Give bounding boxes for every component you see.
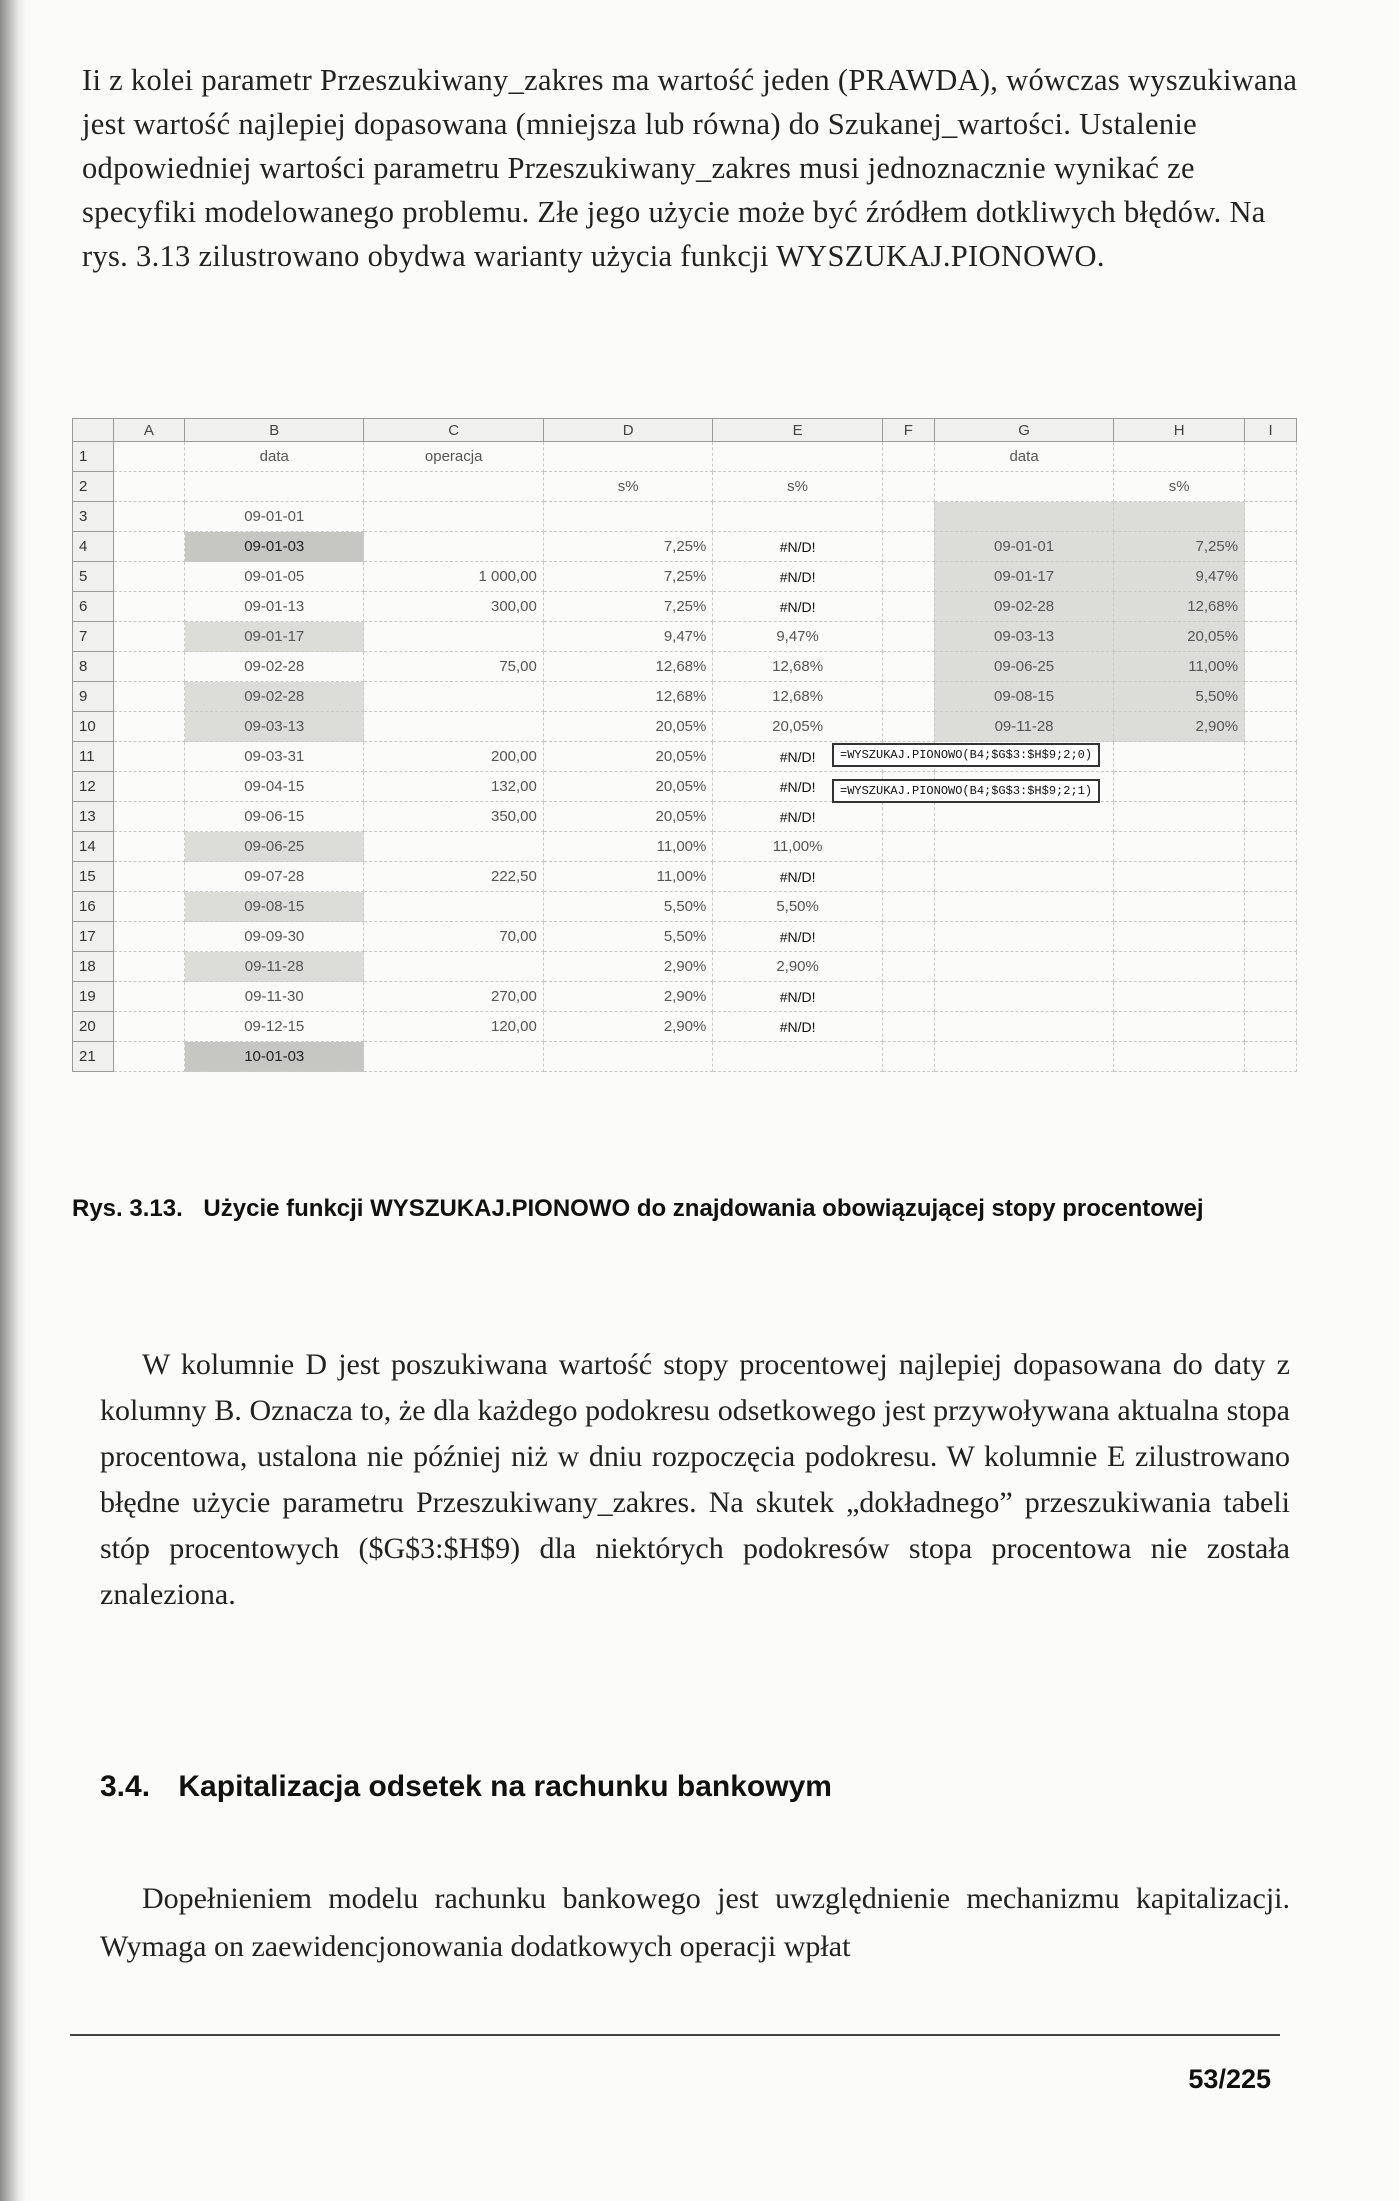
cell-f7 xyxy=(882,622,934,652)
row-number: 7 xyxy=(73,622,114,652)
row-number: 13 xyxy=(73,802,114,832)
cell-a9 xyxy=(113,682,184,712)
cell-d15: 11,00% xyxy=(543,862,712,892)
cell-b11: 09-03-31 xyxy=(185,742,364,772)
cell-f21 xyxy=(882,1042,934,1072)
cell-c7 xyxy=(364,622,543,652)
section-number: 3.4. xyxy=(100,1770,151,1803)
cell-d1 xyxy=(543,442,712,472)
sheet-row xyxy=(73,982,1297,1012)
cell-i5 xyxy=(1245,562,1297,592)
cell-d14: 11,00% xyxy=(543,832,712,862)
cell-c16 xyxy=(364,892,543,922)
cell-d3 xyxy=(543,502,712,532)
cell-d13: 20,05% xyxy=(543,802,712,832)
column-header-g: G xyxy=(934,419,1113,442)
cell-h20 xyxy=(1114,1012,1245,1042)
cell-e21 xyxy=(713,1042,882,1072)
row-number: 2 xyxy=(73,472,114,502)
cell-h5: 9,47% xyxy=(1114,562,1245,592)
cell-g21 xyxy=(934,1042,1113,1072)
cell-h15 xyxy=(1114,862,1245,892)
cell-h13 xyxy=(1114,802,1245,832)
cell-h16 xyxy=(1114,892,1245,922)
cell-g9: 09-08-15 xyxy=(934,682,1113,712)
cell-e6: #N/D! xyxy=(713,592,882,622)
cell-i3 xyxy=(1245,502,1297,532)
cell-h9: 5,50% xyxy=(1114,682,1245,712)
cell-i21 xyxy=(1245,1042,1297,1072)
cell-g19 xyxy=(934,982,1113,1012)
cell-d21 xyxy=(543,1042,712,1072)
cell-i4 xyxy=(1245,532,1297,562)
sheet-row xyxy=(73,772,1297,802)
cell-c3 xyxy=(364,502,543,532)
cell-f6 xyxy=(882,592,934,622)
cell-h11 xyxy=(1114,742,1245,772)
cell-i6 xyxy=(1245,592,1297,622)
cell-g1: data xyxy=(934,442,1113,472)
cell-b1: data xyxy=(185,442,364,472)
caption-number: Rys. 3.13. xyxy=(72,1195,183,1222)
sheet-row xyxy=(73,1042,1297,1072)
cell-d9: 12,68% xyxy=(543,682,712,712)
cell-c4 xyxy=(364,532,543,562)
cell-f20 xyxy=(882,1012,934,1042)
sheet-row xyxy=(73,1012,1297,1042)
cell-h14 xyxy=(1114,832,1245,862)
cell-f13 xyxy=(882,802,934,832)
cell-c8: 75,00 xyxy=(364,652,543,682)
cell-h18 xyxy=(1114,952,1245,982)
row-number: 15 xyxy=(73,862,114,892)
cell-f14 xyxy=(882,832,934,862)
cell-a10 xyxy=(113,712,184,742)
cell-g7: 09-03-13 xyxy=(934,622,1113,652)
row-number: 11 xyxy=(73,742,114,772)
cell-b10: 09-03-13 xyxy=(185,712,364,742)
sheet-row xyxy=(73,502,1297,532)
paragraph-2-text: Dopełnieniem modelu rachunku bankowego jest uwzględnienie mechanizmu kapitalizacji. Wymaga on zaewidencjonowania dodatkowych operacji wpłat xyxy=(100,1882,1290,1963)
cell-f3 xyxy=(882,502,934,532)
cell-g16 xyxy=(934,892,1113,922)
cell-g18 xyxy=(934,952,1113,982)
cell-e14: 11,00% xyxy=(713,832,882,862)
cell-b14: 09-06-25 xyxy=(185,832,364,862)
cell-c2 xyxy=(364,472,543,502)
cell-i8 xyxy=(1245,652,1297,682)
sheet-row xyxy=(73,832,1297,862)
row-number: 20 xyxy=(73,1012,114,1042)
cell-i1 xyxy=(1245,442,1297,472)
cell-d2: s% xyxy=(543,472,712,502)
cell-d18: 2,90% xyxy=(543,952,712,982)
body-paragraph-1 xyxy=(100,1342,1290,1618)
cell-c5: 1 000,00 xyxy=(364,562,543,592)
row-number: 16 xyxy=(73,892,114,922)
cell-b5: 09-01-05 xyxy=(185,562,364,592)
cell-b16: 09-08-15 xyxy=(185,892,364,922)
row-number: 14 xyxy=(73,832,114,862)
cell-b15: 09-07-28 xyxy=(185,862,364,892)
cell-c13: 350,00 xyxy=(364,802,543,832)
cell-c12: 132,00 xyxy=(364,772,543,802)
cell-e11: #N/D! xyxy=(713,742,882,772)
sheet-row xyxy=(73,802,1297,832)
cell-f2 xyxy=(882,472,934,502)
cell-i20 xyxy=(1245,1012,1297,1042)
cell-b4: 09-01-03 xyxy=(185,532,364,562)
sheet-row xyxy=(73,592,1297,622)
cell-e4: #N/D! xyxy=(713,532,882,562)
cell-e9: 12,68% xyxy=(713,682,882,712)
cell-e5: #N/D! xyxy=(713,562,882,592)
cell-a6 xyxy=(113,592,184,622)
sheet-row xyxy=(73,862,1297,892)
cell-b19: 09-11-30 xyxy=(185,982,364,1012)
cell-d17: 5,50% xyxy=(543,922,712,952)
row-number: 10 xyxy=(73,712,114,742)
cell-a7 xyxy=(113,622,184,652)
column-header-d: D xyxy=(543,419,712,442)
cell-b3: 09-01-01 xyxy=(185,502,364,532)
spreadsheet-table xyxy=(72,418,1297,1072)
sheet-row xyxy=(73,892,1297,922)
cell-f8 xyxy=(882,652,934,682)
cell-d20: 2,90% xyxy=(543,1012,712,1042)
cell-g5: 09-01-17 xyxy=(934,562,1113,592)
cell-d5: 7,25% xyxy=(543,562,712,592)
cell-c11: 200,00 xyxy=(364,742,543,772)
page-edge-shadow xyxy=(0,0,26,2201)
cell-e2: s% xyxy=(713,472,882,502)
cell-h19 xyxy=(1114,982,1245,1012)
cell-f4 xyxy=(882,532,934,562)
cell-h1 xyxy=(1114,442,1245,472)
cell-f15 xyxy=(882,862,934,892)
cell-e20: #N/D! xyxy=(713,1012,882,1042)
cell-i10 xyxy=(1245,712,1297,742)
row-number: 21 xyxy=(73,1042,114,1072)
page-number: 53/225 xyxy=(1188,2064,1271,2094)
sheet-row xyxy=(73,712,1297,742)
corner-cell xyxy=(73,419,114,442)
sheet-row xyxy=(73,952,1297,982)
sheet-row xyxy=(73,442,1297,472)
cell-b12: 09-04-15 xyxy=(185,772,364,802)
cell-a1 xyxy=(113,442,184,472)
cell-d10: 20,05% xyxy=(543,712,712,742)
row-number: 8 xyxy=(73,652,114,682)
cell-b13: 09-06-15 xyxy=(185,802,364,832)
cell-g13 xyxy=(934,802,1113,832)
cell-d11: 20,05% xyxy=(543,742,712,772)
column-header-f: F xyxy=(882,419,934,442)
column-header-a: A xyxy=(113,419,184,442)
cell-c15: 222,50 xyxy=(364,862,543,892)
cell-a21 xyxy=(113,1042,184,1072)
cell-d4: 7,25% xyxy=(543,532,712,562)
cell-i12 xyxy=(1245,772,1297,802)
cell-f1 xyxy=(882,442,934,472)
cell-c20: 120,00 xyxy=(364,1012,543,1042)
cell-a16 xyxy=(113,892,184,922)
cell-h17 xyxy=(1114,922,1245,952)
cell-b9: 09-02-28 xyxy=(185,682,364,712)
cell-e17: #N/D! xyxy=(713,922,882,952)
cell-d6: 7,25% xyxy=(543,592,712,622)
cell-g8: 09-06-25 xyxy=(934,652,1113,682)
cell-f9 xyxy=(882,682,934,712)
cell-h8: 11,00% xyxy=(1114,652,1245,682)
cell-e3 xyxy=(713,502,882,532)
row-number: 9 xyxy=(73,682,114,712)
cell-a2 xyxy=(113,472,184,502)
formula-exact-match: =WYSZUKAJ.PIONOWO(B4;$G$3:$H$9;2;0) xyxy=(832,743,1100,767)
cell-a17 xyxy=(113,922,184,952)
cell-e1 xyxy=(713,442,882,472)
section-heading xyxy=(100,1770,832,1804)
cell-b20: 09-12-15 xyxy=(185,1012,364,1042)
cell-e10: 20,05% xyxy=(713,712,882,742)
cell-e18: 2,90% xyxy=(713,952,882,982)
cell-a12 xyxy=(113,772,184,802)
cell-e16: 5,50% xyxy=(713,892,882,922)
cell-i16 xyxy=(1245,892,1297,922)
cell-b2 xyxy=(185,472,364,502)
row-number: 4 xyxy=(73,532,114,562)
cell-a20 xyxy=(113,1012,184,1042)
cell-c6: 300,00 xyxy=(364,592,543,622)
row-number: 6 xyxy=(73,592,114,622)
sheet-row xyxy=(73,652,1297,682)
cell-a13 xyxy=(113,802,184,832)
cell-f10 xyxy=(882,712,934,742)
footer-rule xyxy=(70,2034,1280,2036)
cell-h2: s% xyxy=(1114,472,1245,502)
cell-e12: #N/D! xyxy=(713,772,882,802)
cell-g4: 09-01-01 xyxy=(934,532,1113,562)
row-number: 19 xyxy=(73,982,114,1012)
cell-b7: 09-01-17 xyxy=(185,622,364,652)
column-header-c: C xyxy=(364,419,543,442)
cell-d8: 12,68% xyxy=(543,652,712,682)
cell-i14 xyxy=(1245,832,1297,862)
cell-h10: 2,90% xyxy=(1114,712,1245,742)
row-number: 17 xyxy=(73,922,114,952)
cell-i7 xyxy=(1245,622,1297,652)
cell-b21: 10-01-03 xyxy=(185,1042,364,1072)
cell-a5 xyxy=(113,562,184,592)
cell-a19 xyxy=(113,982,184,1012)
sheet-row xyxy=(73,922,1297,952)
cell-e8: 12,68% xyxy=(713,652,882,682)
cell-c10 xyxy=(364,712,543,742)
cell-e19: #N/D! xyxy=(713,982,882,1012)
column-header-h: H xyxy=(1114,419,1245,442)
cell-g3 xyxy=(934,502,1113,532)
cell-g20 xyxy=(934,1012,1113,1042)
cell-g15 xyxy=(934,862,1113,892)
cell-f17 xyxy=(882,922,934,952)
cell-e13: #N/D! xyxy=(713,802,882,832)
column-header-i: I xyxy=(1245,419,1297,442)
cell-h6: 12,68% xyxy=(1114,592,1245,622)
cell-g2 xyxy=(934,472,1113,502)
cell-g6: 09-02-28 xyxy=(934,592,1113,622)
cell-a8 xyxy=(113,652,184,682)
body-paragraph-2 xyxy=(100,1875,1290,1971)
cell-c18 xyxy=(364,952,543,982)
sheet-row xyxy=(73,622,1297,652)
cell-g17 xyxy=(934,922,1113,952)
cell-f19 xyxy=(882,982,934,1012)
figure-spreadsheet xyxy=(72,418,1297,1158)
row-number: 18 xyxy=(73,952,114,982)
cell-i17 xyxy=(1245,922,1297,952)
cell-c9 xyxy=(364,682,543,712)
column-header-e: E xyxy=(713,419,882,442)
cell-i2 xyxy=(1245,472,1297,502)
cell-c14 xyxy=(364,832,543,862)
cell-i9 xyxy=(1245,682,1297,712)
cell-h21 xyxy=(1114,1042,1245,1072)
cell-e7: 9,47% xyxy=(713,622,882,652)
cell-i11 xyxy=(1245,742,1297,772)
cell-d12: 20,05% xyxy=(543,772,712,802)
cell-b8: 09-02-28 xyxy=(185,652,364,682)
intro-paragraph xyxy=(82,58,1312,278)
cell-f18 xyxy=(882,952,934,982)
column-letters-row xyxy=(73,419,1297,442)
cell-c21 xyxy=(364,1042,543,1072)
cell-g14 xyxy=(934,832,1113,862)
cell-b18: 09-11-28 xyxy=(185,952,364,982)
cell-i19 xyxy=(1245,982,1297,1012)
cell-b6: 09-01-13 xyxy=(185,592,364,622)
figure-caption xyxy=(72,1192,1302,1226)
row-number: 1 xyxy=(73,442,114,472)
sheet-row xyxy=(73,742,1297,772)
cell-d7: 9,47% xyxy=(543,622,712,652)
cell-a4 xyxy=(113,532,184,562)
cell-d16: 5,50% xyxy=(543,892,712,922)
sheet-row xyxy=(73,562,1297,592)
cell-h12 xyxy=(1114,772,1245,802)
cell-c17: 70,00 xyxy=(364,922,543,952)
cell-d19: 2,90% xyxy=(543,982,712,1012)
cell-a18 xyxy=(113,952,184,982)
cell-i15 xyxy=(1245,862,1297,892)
paragraph-1-text: W kolumnie D jest poszukiwana wartość stopy procentowej najlepiej dopasowana do daty z kolumny B. Oznacza to, że dla każdego podokresu odsetkowego jest przywoływana aktualna stopa procentowa, ustalona nie później niż w dniu rozpoczęcia podokresu. W kolumnie E zilustrowano błędne użycie parametru Przeszukiwany_zakres. Na skutek „dokładnego” przeszukiwania tabeli stóp procentowych ($G$3:$H$9) dla niektórych podokresów stopa procentowa nie została znaleziona. xyxy=(100,1348,1290,1611)
sheet-row xyxy=(73,682,1297,712)
sheet-row xyxy=(73,472,1297,502)
cell-a14 xyxy=(113,832,184,862)
cell-g10: 09-11-28 xyxy=(934,712,1113,742)
sheet-row xyxy=(73,532,1297,562)
cell-e15: #N/D! xyxy=(713,862,882,892)
column-header-b: B xyxy=(185,419,364,442)
cell-a3 xyxy=(113,502,184,532)
cell-f5 xyxy=(882,562,934,592)
cell-h3 xyxy=(1114,502,1245,532)
cell-h4: 7,25% xyxy=(1114,532,1245,562)
intro-text: Ii z kolei parametr Przeszukiwany_zakres ma wartość jeden (PRAWDA), wówczas wyszukiwana jest wartość najlepiej dopasowana (mniejsza lub równa) do Szukanej_wartości. Ustalenie odpowiedniej wartości parametru Przeszukiwany_zakres musi jednoznacznie wynikać ze specyfiki modelowanego problemu. Złe jego użycie może być źródłem dotkliwych błędów. Na rys. 3.13 zilustrowano obydwa warianty użycia funkcji WYSZUKAJ.PIONOWO. xyxy=(82,63,1298,273)
row-number: 3 xyxy=(73,502,114,532)
section-title: Kapitalizacja odsetek na rachunku bankowym xyxy=(178,1770,832,1803)
cell-c19: 270,00 xyxy=(364,982,543,1012)
caption-text: Użycie funkcji WYSZUKAJ.PIONOWO do znajdowania obowiązującej stopy procentowej xyxy=(203,1195,1204,1222)
row-number: 5 xyxy=(73,562,114,592)
cell-i18 xyxy=(1245,952,1297,982)
formula-approximate-match: =WYSZUKAJ.PIONOWO(B4;$G$3:$H$9;2;1) xyxy=(832,779,1100,803)
cell-f16 xyxy=(882,892,934,922)
cell-a11 xyxy=(113,742,184,772)
cell-i13 xyxy=(1245,802,1297,832)
cell-c1: operacja xyxy=(364,442,543,472)
cell-b17: 09-09-30 xyxy=(185,922,364,952)
cell-h7: 20,05% xyxy=(1114,622,1245,652)
cell-a15 xyxy=(113,862,184,892)
row-number: 12 xyxy=(73,772,114,802)
